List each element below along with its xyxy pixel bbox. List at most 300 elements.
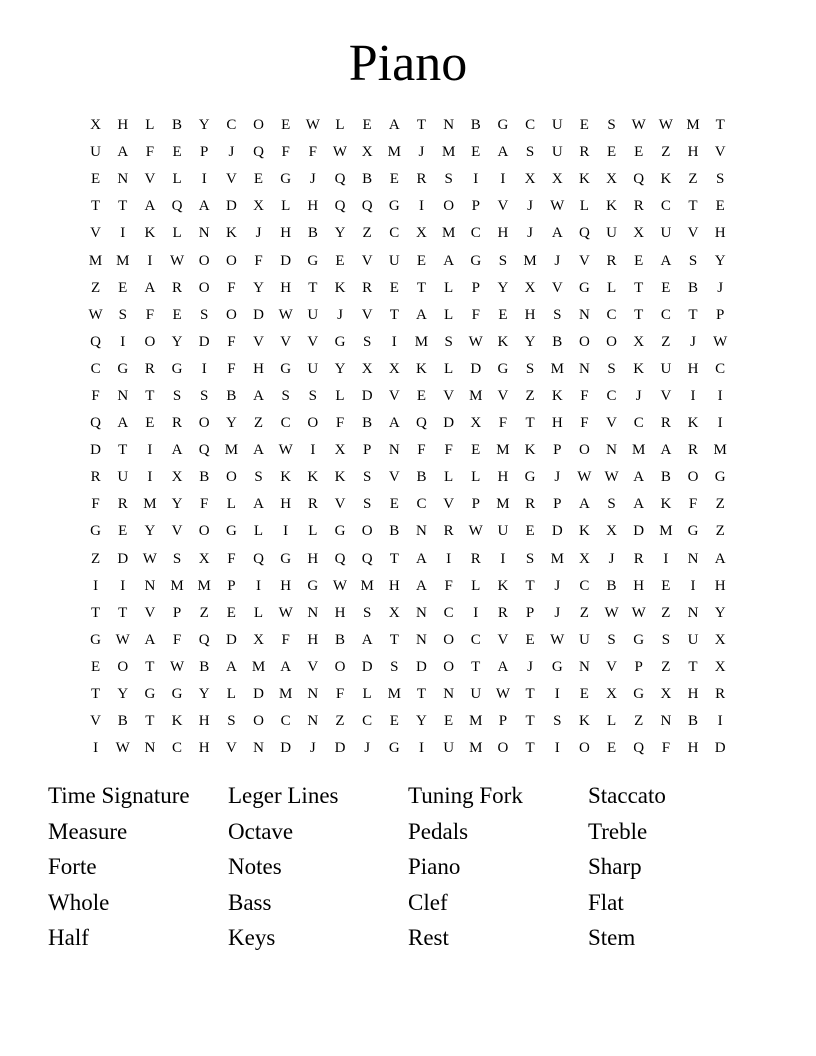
grid-letter[interactable]: I bbox=[500, 550, 506, 567]
grid-letter[interactable]: R bbox=[307, 496, 318, 513]
grid-letter[interactable]: E bbox=[579, 686, 589, 703]
grid-letter[interactable]: X bbox=[388, 604, 400, 621]
grid-letter[interactable]: O bbox=[578, 740, 590, 757]
grid-letter[interactable]: P bbox=[634, 658, 643, 675]
grid-letter[interactable]: U bbox=[578, 631, 590, 648]
grid-letter[interactable]: H bbox=[497, 469, 509, 486]
grid-letter[interactable]: V bbox=[90, 713, 101, 730]
grid-letter[interactable]: A bbox=[660, 252, 672, 269]
grid-letter[interactable]: Q bbox=[361, 198, 373, 215]
grid-letter[interactable]: F bbox=[661, 740, 671, 757]
grid-letter[interactable]: E bbox=[281, 117, 291, 134]
grid-letter[interactable]: W bbox=[468, 523, 483, 540]
grid-letter[interactable]: E bbox=[118, 523, 128, 540]
grid-letter[interactable]: O bbox=[198, 415, 210, 432]
grid-letter[interactable]: N bbox=[117, 387, 129, 404]
grid-letter[interactable]: S bbox=[172, 387, 182, 404]
grid-letter[interactable]: W bbox=[305, 117, 320, 134]
grid-letter[interactable]: E bbox=[579, 117, 589, 134]
grid-letter[interactable]: W bbox=[604, 604, 619, 621]
grid-letter[interactable]: R bbox=[579, 144, 590, 161]
grid-letter[interactable]: J bbox=[418, 144, 425, 161]
grid-letter[interactable]: G bbox=[714, 469, 726, 486]
grid-letter[interactable]: R bbox=[172, 279, 183, 296]
grid-letter[interactable]: F bbox=[91, 496, 100, 513]
grid-letter[interactable]: D bbox=[225, 631, 237, 648]
grid-letter[interactable]: F bbox=[200, 496, 209, 513]
grid-letter[interactable]: Q bbox=[334, 198, 346, 215]
grid-letter[interactable]: R bbox=[525, 496, 536, 513]
grid-letter[interactable]: V bbox=[714, 144, 726, 161]
grid-letter[interactable]: X bbox=[388, 360, 400, 377]
grid-letter[interactable]: O bbox=[198, 523, 210, 540]
grid-letter[interactable]: O bbox=[117, 658, 129, 675]
grid-letter[interactable]: N bbox=[144, 577, 156, 594]
grid-letter[interactable]: I bbox=[147, 252, 153, 269]
grid-letter[interactable]: R bbox=[362, 279, 373, 296]
grid-letter[interactable]: X bbox=[660, 686, 672, 703]
grid-letter[interactable]: I bbox=[310, 442, 316, 459]
grid-letter[interactable]: W bbox=[88, 306, 103, 323]
grid-letter[interactable]: P bbox=[227, 577, 236, 594]
grid-letter[interactable]: C bbox=[715, 360, 726, 377]
grid-letter[interactable]: R bbox=[416, 171, 427, 188]
grid-letter[interactable]: T bbox=[389, 631, 399, 648]
grid-letter[interactable]: H bbox=[280, 225, 292, 242]
grid-letter[interactable]: A bbox=[416, 550, 427, 567]
grid-letter[interactable]: B bbox=[470, 117, 481, 134]
grid-letter[interactable]: J bbox=[527, 198, 533, 215]
grid-letter[interactable]: K bbox=[225, 225, 237, 242]
grid-letter[interactable]: H bbox=[307, 198, 319, 215]
grid-letter[interactable]: M bbox=[441, 144, 456, 161]
grid-letter[interactable]: H bbox=[714, 225, 726, 242]
grid-letter[interactable]: P bbox=[471, 279, 480, 296]
grid-letter[interactable]: I bbox=[120, 225, 126, 242]
grid-letter[interactable]: Z bbox=[199, 604, 209, 621]
grid-letter[interactable]: C bbox=[362, 713, 373, 730]
grid-letter[interactable]: V bbox=[307, 658, 319, 675]
grid-letter[interactable]: V bbox=[443, 496, 455, 513]
grid-letter[interactable]: K bbox=[524, 442, 536, 459]
grid-letter[interactable]: L bbox=[362, 686, 372, 703]
grid-letter[interactable]: W bbox=[169, 252, 185, 269]
grid-letter[interactable]: V bbox=[225, 740, 237, 757]
grid-letter[interactable]: K bbox=[334, 469, 346, 486]
grid-letter[interactable]: H bbox=[280, 279, 292, 296]
grid-letter[interactable]: G bbox=[578, 279, 590, 296]
grid-letter[interactable]: J bbox=[554, 577, 561, 594]
grid-letter[interactable]: N bbox=[253, 740, 264, 757]
grid-letter[interactable]: N bbox=[416, 604, 427, 621]
grid-letter[interactable]: Q bbox=[198, 631, 210, 648]
grid-letter[interactable]: J bbox=[554, 469, 561, 486]
grid-letter[interactable]: W bbox=[658, 117, 673, 134]
grid-letter[interactable]: B bbox=[307, 225, 318, 242]
grid-letter[interactable]: F bbox=[281, 631, 290, 648]
grid-letter[interactable]: F bbox=[227, 550, 236, 567]
grid-letter[interactable]: O bbox=[443, 198, 455, 215]
grid-letter[interactable]: E bbox=[525, 523, 535, 540]
grid-letter[interactable]: A bbox=[497, 658, 509, 675]
grid-letter[interactable]: I bbox=[717, 387, 723, 404]
grid-letter[interactable]: Q bbox=[334, 550, 346, 567]
grid-letter[interactable]: Y bbox=[198, 117, 210, 134]
grid-letter[interactable]: M bbox=[143, 496, 157, 513]
grid-letter[interactable]: T bbox=[90, 198, 101, 215]
grid-letter[interactable]: Z bbox=[90, 279, 101, 296]
grid-letter[interactable]: W bbox=[577, 469, 592, 486]
grid-letter[interactable]: C bbox=[633, 415, 644, 432]
grid-letter[interactable]: A bbox=[388, 117, 400, 134]
grid-letter[interactable]: Y bbox=[497, 279, 509, 296]
grid-letter[interactable]: C bbox=[660, 198, 671, 215]
grid-letter[interactable]: M bbox=[523, 252, 537, 269]
grid-letter[interactable]: F bbox=[335, 686, 345, 703]
grid-letter[interactable]: Z bbox=[335, 713, 345, 730]
grid-letter[interactable]: L bbox=[444, 279, 454, 296]
grid-letter[interactable]: T bbox=[416, 117, 427, 134]
grid-letter[interactable]: M bbox=[414, 333, 429, 350]
grid-letter[interactable]: A bbox=[551, 225, 563, 242]
grid-letter[interactable]: S bbox=[607, 631, 616, 648]
grid-letter[interactable]: R bbox=[117, 496, 128, 513]
grid-letter[interactable]: H bbox=[280, 496, 292, 513]
grid-letter[interactable]: X bbox=[361, 144, 373, 161]
grid-letter[interactable]: S bbox=[200, 387, 209, 404]
grid-letter[interactable]: H bbox=[307, 550, 319, 567]
grid-letter[interactable]: M bbox=[713, 442, 727, 459]
grid-letter[interactable]: M bbox=[279, 686, 293, 703]
grid-letter[interactable]: G bbox=[334, 333, 346, 350]
grid-letter[interactable]: T bbox=[525, 415, 535, 432]
grid-letter[interactable]: U bbox=[551, 144, 563, 161]
grid-letter[interactable]: T bbox=[118, 604, 128, 621]
grid-letter[interactable]: U bbox=[117, 469, 129, 486]
grid-letter[interactable]: Y bbox=[198, 686, 210, 703]
grid-letter[interactable]: E bbox=[389, 496, 399, 513]
grid-letter[interactable]: O bbox=[687, 469, 699, 486]
grid-letter[interactable]: W bbox=[278, 442, 293, 459]
grid-letter[interactable]: A bbox=[253, 387, 264, 404]
grid-letter[interactable]: A bbox=[225, 658, 237, 675]
grid-letter[interactable]: V bbox=[497, 631, 509, 648]
grid-letter[interactable]: T bbox=[145, 658, 155, 675]
grid-letter[interactable]: S bbox=[607, 360, 616, 377]
grid-letter[interactable]: Z bbox=[688, 171, 698, 188]
grid-letter[interactable]: C bbox=[525, 117, 536, 134]
grid-letter[interactable]: V bbox=[388, 469, 400, 486]
grid-letter[interactable]: X bbox=[90, 117, 101, 134]
grid-letter[interactable]: M bbox=[387, 144, 401, 161]
grid-letter[interactable]: E bbox=[661, 279, 671, 296]
grid-letter[interactable]: B bbox=[416, 469, 427, 486]
grid-letter[interactable]: I bbox=[418, 198, 424, 215]
grid-letter[interactable]: X bbox=[253, 631, 264, 648]
grid-letter[interactable]: G bbox=[334, 523, 346, 540]
grid-letter[interactable]: T bbox=[145, 713, 155, 730]
grid-letter[interactable]: N bbox=[443, 117, 455, 134]
grid-letter[interactable]: N bbox=[578, 306, 590, 323]
grid-letter[interactable]: Z bbox=[715, 496, 725, 513]
grid-letter[interactable]: Q bbox=[253, 144, 264, 161]
grid-letter[interactable]: P bbox=[553, 442, 562, 459]
grid-letter[interactable]: H bbox=[117, 117, 129, 134]
grid-letter[interactable]: T bbox=[634, 306, 644, 323]
grid-letter[interactable]: S bbox=[254, 469, 263, 486]
grid-letter[interactable]: B bbox=[389, 523, 400, 540]
grid-letter[interactable]: S bbox=[607, 117, 616, 134]
grid-letter[interactable]: A bbox=[443, 252, 455, 269]
grid-letter[interactable]: Y bbox=[171, 496, 183, 513]
grid-letter[interactable]: F bbox=[308, 144, 317, 161]
grid-letter[interactable]: A bbox=[388, 415, 400, 432]
grid-letter[interactable]: S bbox=[362, 469, 372, 486]
grid-letter[interactable]: J bbox=[635, 387, 642, 404]
grid-letter[interactable]: D bbox=[443, 415, 455, 432]
grid-letter[interactable]: O bbox=[225, 306, 237, 323]
grid-letter[interactable]: S bbox=[200, 306, 209, 323]
grid-letter[interactable]: T bbox=[525, 686, 535, 703]
grid-letter[interactable]: L bbox=[335, 117, 345, 134]
grid-letter[interactable]: V bbox=[225, 171, 237, 188]
grid-letter[interactable]: M bbox=[197, 577, 211, 594]
grid-letter[interactable]: S bbox=[444, 171, 453, 188]
grid-letter[interactable]: T bbox=[308, 279, 318, 296]
grid-letter[interactable]: K bbox=[660, 496, 672, 513]
grid-letter[interactable]: Z bbox=[579, 604, 589, 621]
grid-letter[interactable]: W bbox=[278, 306, 293, 323]
grid-letter[interactable]: U bbox=[497, 523, 509, 540]
grid-letter[interactable]: R bbox=[606, 252, 617, 269]
grid-letter[interactable]: W bbox=[169, 658, 185, 675]
grid-letter[interactable]: Q bbox=[198, 442, 210, 459]
grid-letter[interactable]: U bbox=[307, 306, 319, 323]
grid-letter[interactable]: B bbox=[117, 713, 128, 730]
grid-letter[interactable]: A bbox=[633, 469, 645, 486]
grid-letter[interactable]: F bbox=[281, 144, 290, 161]
grid-letter[interactable]: E bbox=[471, 442, 481, 459]
grid-letter[interactable]: X bbox=[334, 442, 346, 459]
grid-letter[interactable]: E bbox=[634, 144, 644, 161]
grid-letter[interactable]: S bbox=[716, 171, 725, 188]
grid-letter[interactable]: X bbox=[714, 658, 726, 675]
grid-letter[interactable]: Z bbox=[661, 333, 671, 350]
grid-letter[interactable]: I bbox=[147, 469, 153, 486]
grid-letter[interactable]: J bbox=[608, 550, 615, 567]
grid-letter[interactable]: D bbox=[253, 306, 264, 323]
grid-letter[interactable]: O bbox=[606, 333, 617, 350]
grid-letter[interactable]: R bbox=[172, 415, 183, 432]
grid-letter[interactable]: V bbox=[171, 523, 183, 540]
grid-letter[interactable]: N bbox=[307, 604, 319, 621]
grid-letter[interactable]: I bbox=[500, 171, 506, 188]
grid-letter[interactable]: V bbox=[660, 387, 672, 404]
grid-letter[interactable]: I bbox=[473, 604, 479, 621]
grid-letter[interactable]: K bbox=[687, 415, 699, 432]
grid-letter[interactable]: E bbox=[498, 306, 508, 323]
grid-letter[interactable]: A bbox=[714, 550, 726, 567]
grid-letter[interactable]: B bbox=[688, 713, 699, 730]
grid-letter[interactable]: B bbox=[552, 333, 563, 350]
grid-letter[interactable]: L bbox=[226, 686, 236, 703]
grid-letter[interactable]: V bbox=[90, 225, 101, 242]
grid-letter[interactable]: K bbox=[606, 198, 617, 215]
grid-letter[interactable]: I bbox=[690, 577, 696, 594]
grid-letter[interactable]: E bbox=[362, 117, 372, 134]
grid-letter[interactable]: E bbox=[118, 279, 128, 296]
grid-letter[interactable]: R bbox=[443, 523, 454, 540]
grid-letter[interactable]: M bbox=[469, 387, 483, 404]
grid-letter[interactable]: L bbox=[444, 360, 454, 377]
grid-letter[interactable]: X bbox=[551, 171, 563, 188]
grid-letter[interactable]: E bbox=[471, 144, 481, 161]
grid-letter[interactable]: M bbox=[632, 442, 646, 459]
grid-letter[interactable]: M bbox=[116, 252, 130, 269]
grid-letter[interactable]: Q bbox=[334, 171, 346, 188]
grid-letter[interactable]: Z bbox=[634, 713, 644, 730]
grid-letter[interactable]: Z bbox=[90, 550, 101, 567]
grid-letter[interactable]: V bbox=[144, 171, 156, 188]
grid-letter[interactable]: C bbox=[172, 740, 183, 757]
grid-letter[interactable]: X bbox=[578, 550, 590, 567]
grid-letter[interactable]: M bbox=[550, 550, 564, 567]
grid-letter[interactable]: H bbox=[687, 360, 699, 377]
grid-letter[interactable]: B bbox=[199, 658, 210, 675]
grid-letter[interactable]: G bbox=[497, 360, 509, 377]
grid-letter[interactable]: D bbox=[198, 333, 210, 350]
grid-letter[interactable]: V bbox=[443, 387, 455, 404]
grid-letter[interactable]: W bbox=[550, 631, 565, 648]
grid-letter[interactable]: L bbox=[335, 387, 345, 404]
grid-letter[interactable]: G bbox=[687, 523, 699, 540]
grid-letter[interactable]: T bbox=[145, 387, 155, 404]
grid-letter[interactable]: L bbox=[444, 469, 454, 486]
grid-letter[interactable]: N bbox=[606, 442, 617, 459]
grid-letter[interactable]: U bbox=[660, 360, 672, 377]
grid-letter[interactable]: V bbox=[388, 387, 400, 404]
grid-letter[interactable]: V bbox=[687, 225, 699, 242]
grid-letter[interactable]: V bbox=[334, 496, 346, 513]
grid-letter[interactable]: Y bbox=[714, 252, 726, 269]
grid-letter[interactable]: D bbox=[416, 658, 427, 675]
grid-letter[interactable]: W bbox=[713, 333, 728, 350]
grid-letter[interactable]: E bbox=[606, 144, 617, 161]
grid-letter[interactable]: J bbox=[717, 279, 724, 296]
grid-letter[interactable]: P bbox=[498, 713, 508, 730]
grid-letter[interactable]: D bbox=[714, 740, 726, 757]
grid-letter[interactable]: T bbox=[389, 550, 399, 567]
grid-letter[interactable]: I bbox=[201, 360, 207, 377]
grid-letter[interactable]: K bbox=[660, 171, 672, 188]
grid-letter[interactable]: R bbox=[660, 415, 671, 432]
grid-letter[interactable]: T bbox=[118, 198, 128, 215]
grid-letter[interactable]: A bbox=[660, 442, 672, 459]
grid-letter[interactable]: K bbox=[280, 469, 292, 486]
grid-letter[interactable]: S bbox=[362, 333, 372, 350]
grid-letter[interactable]: R bbox=[144, 360, 155, 377]
grid-letter[interactable]: P bbox=[200, 144, 209, 161]
grid-letter[interactable]: I bbox=[554, 686, 560, 703]
grid-letter[interactable]: V bbox=[307, 333, 319, 350]
grid-letter[interactable]: H bbox=[334, 604, 346, 621]
grid-letter[interactable]: X bbox=[253, 198, 264, 215]
grid-letter[interactable]: Y bbox=[524, 333, 536, 350]
grid-letter[interactable]: R bbox=[90, 469, 101, 486]
grid-letter[interactable]: R bbox=[715, 686, 726, 703]
grid-letter[interactable]: J bbox=[228, 144, 235, 161]
grid-letter[interactable]: I bbox=[120, 333, 126, 350]
grid-letter[interactable]: D bbox=[253, 686, 264, 703]
grid-letter[interactable]: X bbox=[416, 225, 427, 242]
grid-letter[interactable]: O bbox=[198, 279, 210, 296]
grid-letter[interactable]: B bbox=[362, 171, 373, 188]
grid-letter[interactable]: G bbox=[633, 686, 645, 703]
grid-letter[interactable]: L bbox=[253, 523, 264, 540]
grid-letter[interactable]: I bbox=[473, 171, 479, 188]
grid-letter[interactable]: U bbox=[443, 740, 455, 757]
grid-letter[interactable]: B bbox=[334, 631, 345, 648]
grid-letter[interactable]: Z bbox=[661, 604, 671, 621]
grid-letter[interactable]: B bbox=[172, 117, 183, 134]
grid-letter[interactable]: M bbox=[170, 577, 184, 594]
grid-letter[interactable]: A bbox=[416, 577, 427, 594]
grid-letter[interactable]: Z bbox=[525, 387, 535, 404]
grid-letter[interactable]: F bbox=[91, 387, 100, 404]
grid-letter[interactable]: K bbox=[633, 360, 645, 377]
grid-letter[interactable]: G bbox=[90, 631, 101, 648]
grid-letter[interactable]: W bbox=[278, 604, 293, 621]
grid-letter[interactable]: I bbox=[554, 740, 560, 757]
grid-letter[interactable]: J bbox=[690, 333, 696, 350]
grid-letter[interactable]: L bbox=[308, 523, 318, 540]
grid-letter[interactable]: V bbox=[497, 198, 509, 215]
grid-letter[interactable]: U bbox=[470, 686, 482, 703]
grid-letter[interactable]: Z bbox=[661, 658, 671, 675]
grid-letter[interactable]: Q bbox=[633, 740, 645, 757]
grid-letter[interactable]: C bbox=[389, 225, 400, 242]
grid-letter[interactable]: P bbox=[471, 496, 480, 513]
grid-letter[interactable]: D bbox=[90, 442, 101, 459]
grid-letter[interactable]: K bbox=[551, 387, 563, 404]
grid-letter[interactable]: S bbox=[661, 631, 671, 648]
grid-letter[interactable]: I bbox=[717, 713, 723, 730]
grid-letter[interactable]: D bbox=[117, 550, 129, 567]
grid-letter[interactable]: J bbox=[364, 740, 371, 757]
grid-letter[interactable]: J bbox=[554, 604, 561, 621]
grid-letter[interactable]: J bbox=[527, 658, 533, 675]
grid-letter[interactable]: I bbox=[93, 740, 99, 757]
grid-letter[interactable]: G bbox=[497, 117, 509, 134]
grid-letter[interactable]: M bbox=[387, 686, 401, 703]
grid-letter[interactable]: I bbox=[201, 171, 207, 188]
grid-letter[interactable]: G bbox=[524, 469, 536, 486]
grid-letter[interactable]: S bbox=[444, 333, 453, 350]
grid-letter[interactable]: P bbox=[716, 306, 725, 323]
grid-letter[interactable]: C bbox=[226, 117, 237, 134]
grid-letter[interactable]: O bbox=[443, 631, 455, 648]
grid-letter[interactable]: E bbox=[661, 577, 671, 594]
grid-letter[interactable]: N bbox=[198, 225, 210, 242]
grid-letter[interactable]: F bbox=[227, 279, 236, 296]
grid-letter[interactable]: E bbox=[389, 713, 399, 730]
grid-letter[interactable]: T bbox=[688, 198, 698, 215]
grid-letter[interactable]: S bbox=[362, 496, 372, 513]
grid-letter[interactable]: E bbox=[90, 658, 101, 675]
grid-letter[interactable]: L bbox=[172, 225, 182, 242]
grid-letter[interactable]: Y bbox=[253, 279, 264, 296]
grid-letter[interactable]: W bbox=[550, 198, 565, 215]
